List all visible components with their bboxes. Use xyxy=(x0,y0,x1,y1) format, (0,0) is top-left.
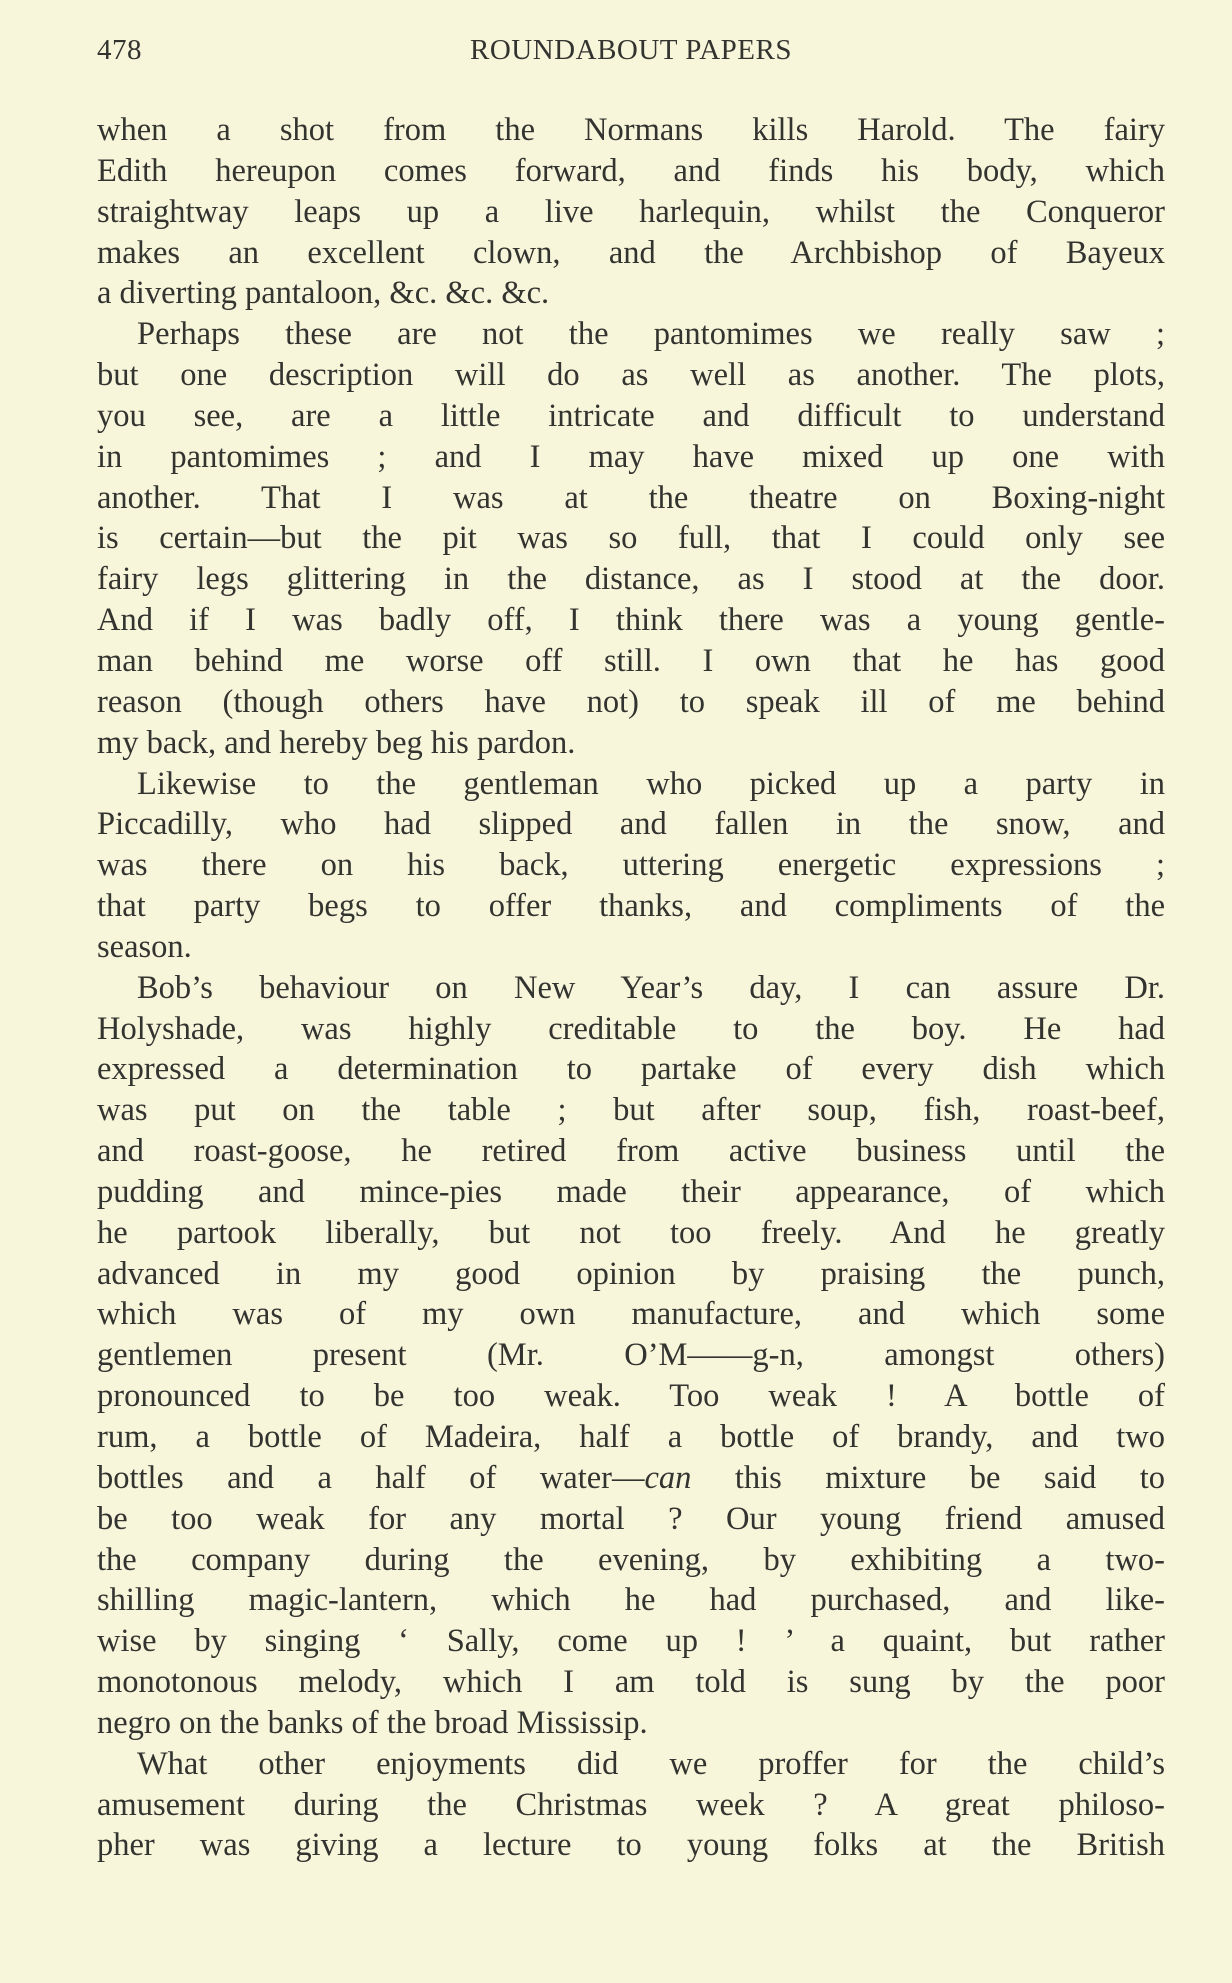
text-line xyxy=(97,1049,1165,1090)
text-line xyxy=(97,723,1165,764)
text-line xyxy=(97,682,1165,723)
text-line xyxy=(97,1744,1165,1785)
line-text: another. That I was at the theatre on Boxing-night xyxy=(97,479,1165,516)
text-line xyxy=(97,273,1165,314)
text-line xyxy=(97,1009,1165,1050)
text-line xyxy=(97,1172,1165,1213)
text-line xyxy=(97,1131,1165,1172)
text-line xyxy=(97,1090,1165,1131)
line-text: the company during the evening, by exhibiting a two- xyxy=(97,1541,1165,1578)
line-text: Edith hereupon comes forward, and finds his body, which xyxy=(97,152,1165,189)
text-line xyxy=(97,110,1165,151)
text-line xyxy=(97,1335,1165,1376)
line-text: Perhaps these are not the pantomimes we really saw ; xyxy=(137,316,1165,353)
text-line xyxy=(97,1703,1165,1744)
line-text: is certain—but the pit was so full, that I could only see xyxy=(97,520,1165,557)
line-text: which was of my own manufacture, and which some xyxy=(97,1296,1165,1333)
line-text: fairy legs glittering in the distance, as I stood at the door. xyxy=(97,561,1165,598)
line-text: reason (though others have not) to speak ill of me behind xyxy=(97,683,1165,720)
line-text: a diverting pantaloon, &c. &c. &c. xyxy=(97,275,550,312)
text-line xyxy=(97,437,1165,478)
page-header xyxy=(97,34,1165,74)
line-text: when a shot from the Normans kills Harold. The fairy xyxy=(97,112,1165,148)
text-line xyxy=(97,314,1165,355)
text-line xyxy=(97,804,1165,845)
line-text: negro on the banks of the broad Mississip. xyxy=(97,1704,648,1741)
line-text: bottles and a half of water— xyxy=(97,1459,645,1496)
line-text: season. xyxy=(97,928,192,965)
text-line xyxy=(97,1294,1165,1335)
line-text: pronounced to be too weak. Too weak ! A bottle of xyxy=(97,1378,1165,1415)
page-number: 478 xyxy=(97,34,142,66)
line-text: advanced in my good opinion by praising the punch, xyxy=(97,1255,1165,1292)
text-line xyxy=(97,1417,1165,1458)
text-line xyxy=(97,886,1165,927)
text-line xyxy=(97,1458,1165,1499)
line-text: shilling magic-lantern, which he had purchased, and like- xyxy=(97,1582,1165,1619)
text-line xyxy=(97,968,1165,1009)
text-line xyxy=(97,1621,1165,1662)
text-line xyxy=(97,1662,1165,1703)
text-line xyxy=(97,151,1165,192)
line-text: monotonous melody, which I am told is sung by the poor xyxy=(97,1664,1165,1701)
line-text: And if I was badly off, I think there was a young gentle- xyxy=(97,602,1165,639)
text-line xyxy=(97,559,1165,600)
line-text: amusement during the Christmas week ? A great philoso- xyxy=(97,1786,1165,1823)
line-text: be too weak for any mortal ? Our young friend amused xyxy=(97,1500,1165,1537)
italic-text: can xyxy=(644,1459,692,1496)
line-text: Bob’s behaviour on New Year’s day, I can assure Dr. xyxy=(137,969,1165,1006)
line-text: pher was giving a lecture to young folks at the British xyxy=(97,1827,1165,1864)
text-line xyxy=(97,233,1165,274)
line-text: but one description will do as well as another. The plots, xyxy=(97,357,1165,394)
line-text: this mixture be said to xyxy=(691,1459,1165,1496)
line-text: you see, are a little intricate and difficult to understand xyxy=(97,397,1165,434)
text-line xyxy=(97,478,1165,519)
text-line xyxy=(97,1825,1165,1866)
line-text: my back, and hereby beg his pardon. xyxy=(97,724,576,761)
body-text xyxy=(97,110,1165,1866)
line-text: expressed a determination to partake of every dish which xyxy=(97,1051,1165,1088)
text-line xyxy=(97,600,1165,641)
text-line xyxy=(97,192,1165,233)
line-text: man behind me worse off still. I own that he has good xyxy=(97,642,1165,679)
text-line xyxy=(97,396,1165,437)
text-line xyxy=(97,927,1165,968)
text-line xyxy=(97,1580,1165,1621)
line-text: makes an excellent clown, and the Archbishop of Bayeux xyxy=(97,234,1165,271)
line-text: and roast-goose, he retired from active business until the xyxy=(97,1133,1165,1170)
text-line xyxy=(97,1254,1165,1295)
line-text: straightway leaps up a live harlequin, whilst the Conqueror xyxy=(97,193,1165,230)
text-line xyxy=(97,641,1165,682)
line-text: he partook liberally, but not too freely. And he greatly xyxy=(97,1214,1165,1251)
line-text: that party begs to offer thanks, and compliments of the xyxy=(97,888,1165,925)
text-line xyxy=(97,1785,1165,1826)
text-line xyxy=(97,845,1165,886)
text-line xyxy=(97,1376,1165,1417)
line-text: pudding and mince-pies made their appearance, of which xyxy=(97,1173,1165,1210)
line-text: wise by singing ‘ Sally, come up ! ’ a quaint, but rather xyxy=(97,1623,1165,1660)
line-text: rum, a bottle of Madeira, half a bottle of brandy, and two xyxy=(97,1419,1165,1455)
line-text: in pantomimes ; and I may have mixed up one with xyxy=(97,438,1165,475)
text-line xyxy=(97,764,1165,805)
text-line xyxy=(97,355,1165,396)
line-text: Likewise to the gentleman who picked up a party in xyxy=(137,765,1165,802)
line-text: Piccadilly, who had slipped and fallen in the snow, and xyxy=(97,806,1165,843)
line-text: What other enjoyments did we proffer for the child’s xyxy=(137,1745,1165,1782)
line-text: gentlemen present (Mr. O’M——g-n, amongst others) xyxy=(97,1337,1165,1374)
text-line xyxy=(97,1540,1165,1581)
line-text: was put on the table ; but after soup, fish, roast-beef, xyxy=(97,1092,1165,1129)
text-line xyxy=(97,1499,1165,1540)
line-text: Holyshade, was highly creditable to the boy. He had xyxy=(97,1010,1165,1047)
line-text: was there on his back, uttering energetic expressions ; xyxy=(97,847,1165,884)
text-line xyxy=(97,518,1165,559)
text-line xyxy=(97,1213,1165,1254)
running-title: ROUNDABOUT PAPERS xyxy=(470,34,792,66)
